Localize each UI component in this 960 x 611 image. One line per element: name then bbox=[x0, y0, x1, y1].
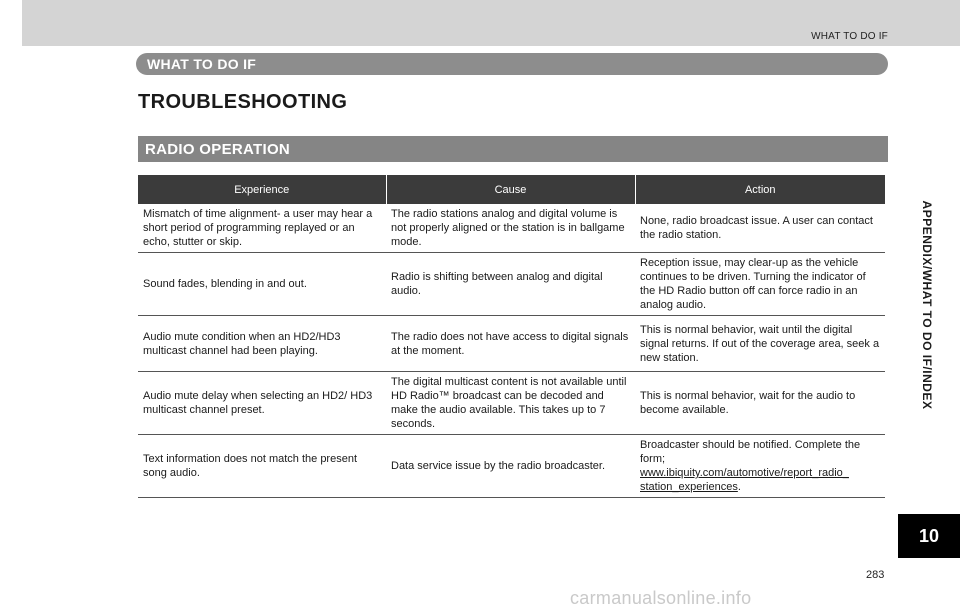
column-header-action: Action bbox=[635, 175, 885, 204]
action-text: Broadcaster should be notified. Complete the form; bbox=[640, 439, 861, 465]
cause-cell: Radio is shifting between analog and digital audio. bbox=[386, 253, 635, 316]
experience-cell: Audio mute delay when selecting an HD2/ HD3 multicast channel preset. bbox=[138, 372, 386, 435]
cause-cell: The radio stations analog and digital volume is not properly aligned or the station is in ballgame mode. bbox=[386, 204, 635, 253]
section-header bbox=[136, 53, 888, 75]
cause-cell: The radio does not have access to digital signals at the moment. bbox=[386, 316, 635, 372]
experience-cell: Mismatch of time alignment- a user may hear a short period of programming replayed or an echo, stutter or skip. bbox=[138, 204, 386, 253]
header-label: WHAT TO DO IF bbox=[811, 31, 888, 42]
subsection-header bbox=[138, 136, 888, 162]
cause-cell: Data service issue by the radio broadcaster. bbox=[386, 435, 635, 498]
table-row bbox=[138, 316, 885, 372]
report-form-link[interactable]: www.ibiquity.com/automotive/report_radio_ station_experiences bbox=[640, 467, 849, 493]
action-cell bbox=[635, 435, 885, 498]
chapter-number: 10 bbox=[918, 526, 940, 546]
chapter-tab bbox=[898, 514, 960, 558]
experience-cell: Text information does not match the present song audio. bbox=[138, 435, 386, 498]
column-header-cause: Cause bbox=[386, 175, 635, 204]
table-row bbox=[138, 435, 885, 498]
watermark: carmanualsonline.info bbox=[570, 588, 752, 608]
troubleshooting-table bbox=[138, 175, 885, 498]
table-row bbox=[138, 253, 885, 316]
side-tab-label: APPENDIX/WHAT TO DO IF/INDEX bbox=[920, 200, 934, 410]
experience-cell: Audio mute condition when an HD2/HD3 multicast channel had been playing. bbox=[138, 316, 386, 372]
cause-cell: The digital multicast content is not available until HD Radio™ broadcast can be decoded and make the audio available. This takes up to 7 seconds. bbox=[386, 372, 635, 435]
section-title: WHAT TO DO IF bbox=[147, 56, 257, 72]
action-cell: None, radio broadcast issue. A user can contact the radio station. bbox=[635, 204, 885, 253]
column-header-experience: Experience bbox=[138, 175, 386, 204]
action-cell: This is normal behavior, wait until the digital signal returns. If out of the coverage area, seek a new station. bbox=[635, 316, 885, 372]
subsection-title: RADIO OPERATION bbox=[145, 141, 291, 158]
table-header-row bbox=[138, 175, 885, 204]
page-title: TROUBLESHOOTING bbox=[138, 91, 348, 113]
experience-cell: Sound fades, blending in and out. bbox=[138, 253, 386, 316]
action-suffix: . bbox=[737, 481, 741, 493]
action-cell: This is normal behavior, wait for the audio to become available. bbox=[635, 372, 885, 435]
action-cell: Reception issue, may clear-up as the vehicle continues to be driven. Turning the indicator of the HD Radio button off can force radio in an analog audio. bbox=[635, 253, 885, 316]
side-tab bbox=[912, 200, 942, 410]
table-row bbox=[138, 372, 885, 435]
table-row bbox=[138, 204, 885, 253]
page-number: 283 bbox=[866, 569, 885, 581]
